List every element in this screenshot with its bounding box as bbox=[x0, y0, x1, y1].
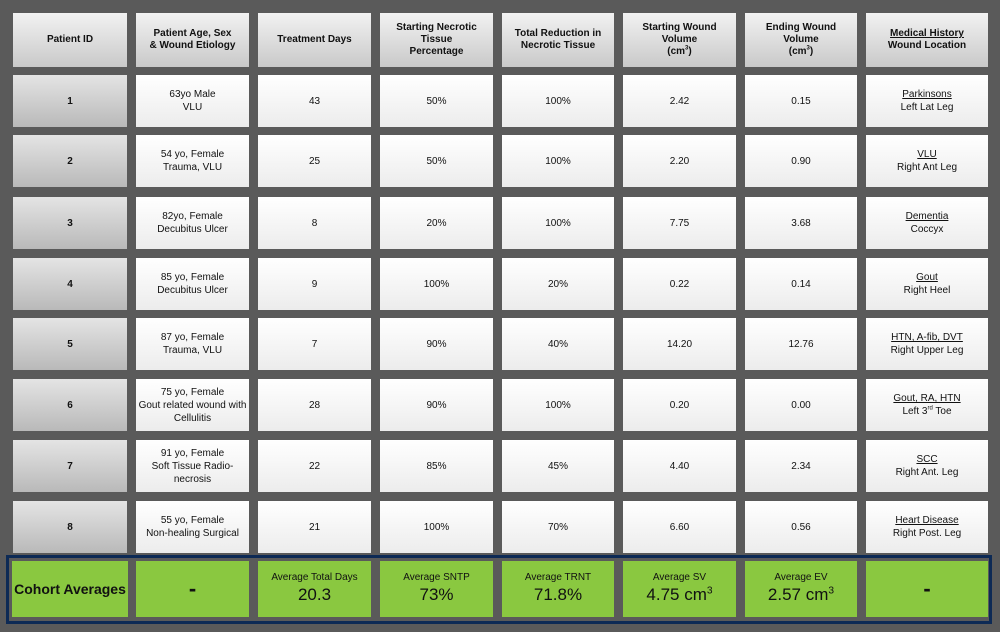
wound-location: Left Lat Leg bbox=[900, 102, 954, 113]
cell-ending-volume: 3.68 bbox=[745, 197, 857, 249]
cell-starting-volume: 14.20 bbox=[623, 318, 736, 370]
average-sv: Average SV 4.75 $cm^3$ bbox=[623, 561, 736, 617]
medical-history: Heart Disease bbox=[895, 515, 959, 526]
cell-age-sex-etiology: 87 yo, Female Trauma, VLU bbox=[136, 318, 249, 370]
wound-location: Left 3rd Toe bbox=[902, 405, 952, 417]
cell-treatment-days: 9 bbox=[258, 258, 371, 310]
cell-sntp: 100% bbox=[380, 501, 493, 553]
cell-sntp: 100% bbox=[380, 258, 493, 310]
cell-sntp: 85% bbox=[380, 440, 493, 492]
cell-sntp: 90% bbox=[380, 379, 493, 431]
cell-patient-id: 7 bbox=[13, 440, 127, 492]
cell-age-sex-etiology: 82yo, Female Decubitus Ulcer bbox=[136, 197, 249, 249]
cell-patient-id: 5 bbox=[13, 318, 127, 370]
cell-trnt: 20% bbox=[502, 258, 614, 310]
cell-starting-volume: 4.40 bbox=[623, 440, 736, 492]
cell-treatment-days: 21 bbox=[258, 501, 371, 553]
cell-ending-volume: 0.14 bbox=[745, 258, 857, 310]
cell-sntp: 50% bbox=[380, 135, 493, 187]
cell-ending-volume: 0.00 bbox=[745, 379, 857, 431]
cell-age-sex-etiology: 54 yo, Female Trauma, VLU bbox=[136, 135, 249, 187]
medical-history: Parkinsons bbox=[902, 89, 952, 100]
cell-age-sex-etiology: 85 yo, Female Decubitus Ulcer bbox=[136, 258, 249, 310]
average-trnt: Average TRNT 71.8% bbox=[502, 561, 614, 617]
cell-history-location bbox=[866, 318, 988, 370]
cell-patient-id: 4 bbox=[13, 258, 127, 310]
averages-dash-age: - bbox=[136, 561, 249, 617]
cell-ending-volume: 12.76 bbox=[745, 318, 857, 370]
wound-location: Right Upper Leg bbox=[890, 345, 964, 356]
header-history-location: Medical History Wound Location bbox=[866, 13, 988, 67]
cell-ending-volume: 0.56 bbox=[745, 501, 857, 553]
medical-history: Dementia bbox=[905, 211, 949, 222]
averages-dash-history: - bbox=[866, 561, 988, 617]
average-total-days: Average Total Days 20.3 bbox=[258, 561, 371, 617]
wound-location: Right Post. Leg bbox=[892, 528, 962, 539]
cell-starting-volume: 6.60 bbox=[623, 501, 736, 553]
header-treatment-days: Treatment Days bbox=[258, 13, 371, 67]
cell-history-location bbox=[866, 258, 988, 310]
cell-sntp: 90% bbox=[380, 318, 493, 370]
medical-history: SCC bbox=[916, 454, 938, 465]
cell-treatment-days: 22 bbox=[258, 440, 371, 492]
cell-sntp: 20% bbox=[380, 197, 493, 249]
average-sntp: Average SNTP 73% bbox=[380, 561, 493, 617]
cell-starting-volume: 7.75 bbox=[623, 197, 736, 249]
cell-age-sex-etiology: 55 yo, Female Non-healing Surgical bbox=[136, 501, 249, 553]
cell-trnt: 40% bbox=[502, 318, 614, 370]
cell-trnt: 70% bbox=[502, 501, 614, 553]
cell-sntp: 50% bbox=[380, 75, 493, 127]
header-sntp: Starting Necrotic Tissue Percentage bbox=[380, 13, 493, 67]
cell-treatment-days: 8 bbox=[258, 197, 371, 249]
cell-starting-volume: 0.20 bbox=[623, 379, 736, 431]
wound-location: Right Heel bbox=[903, 285, 951, 296]
cell-patient-id: 1 bbox=[13, 75, 127, 127]
cell-patient-id: 3 bbox=[13, 197, 127, 249]
header-starting-volume: Starting Wound Volume $(cm^3)$ bbox=[623, 13, 736, 67]
cell-ending-volume: 0.15 bbox=[745, 75, 857, 127]
cell-starting-volume: 2.42 bbox=[623, 75, 736, 127]
cell-trnt: 100% bbox=[502, 379, 614, 431]
cell-history-location bbox=[866, 440, 988, 492]
cell-trnt: 100% bbox=[502, 75, 614, 127]
cell-age-sex-etiology: 63yo Male VLU bbox=[136, 75, 249, 127]
wound-location: Right Ant Leg bbox=[896, 162, 958, 173]
cell-history-location bbox=[866, 197, 988, 249]
header-patient-id: Patient ID bbox=[13, 13, 127, 67]
medical-history: Gout bbox=[916, 272, 938, 283]
cohort-averages-title: Cohort Averages bbox=[12, 561, 128, 617]
cell-starting-volume: 2.20 bbox=[623, 135, 736, 187]
cell-trnt: 45% bbox=[502, 440, 614, 492]
cell-age-sex-etiology: 91 yo, Female Soft Tissue Radio-necrosis bbox=[136, 440, 249, 492]
cell-age-sex-etiology: 75 yo, Female Gout related wound with Cellulitis bbox=[136, 379, 249, 431]
cell-patient-id: 6 bbox=[13, 379, 127, 431]
cell-trnt: 100% bbox=[502, 135, 614, 187]
header-age-sex-etiology: Patient Age, Sex & Wound Etiology bbox=[136, 13, 249, 67]
cell-history-location bbox=[866, 75, 988, 127]
cell-starting-volume: 0.22 bbox=[623, 258, 736, 310]
medical-history: VLU bbox=[917, 149, 937, 160]
medical-history: HTN, A-fib, DVT bbox=[891, 332, 963, 343]
cell-history-location bbox=[866, 501, 988, 553]
wound-location: Coccyx bbox=[910, 224, 944, 235]
cell-trnt: 100% bbox=[502, 197, 614, 249]
cell-history-location bbox=[866, 379, 988, 431]
cell-ending-volume: 0.90 bbox=[745, 135, 857, 187]
wound-location: Right Ant. Leg bbox=[895, 467, 959, 478]
cell-patient-id: 8 bbox=[13, 501, 127, 553]
cell-treatment-days: 7 bbox=[258, 318, 371, 370]
cell-ending-volume: 2.34 bbox=[745, 440, 857, 492]
cell-treatment-days: 43 bbox=[258, 75, 371, 127]
cell-treatment-days: 25 bbox=[258, 135, 371, 187]
header-trnt: Total Reduction in Necrotic Tissue bbox=[502, 13, 614, 67]
average-ev: Average EV 2.57 $cm^3$ bbox=[745, 561, 857, 617]
cell-history-location bbox=[866, 135, 988, 187]
cell-treatment-days: 28 bbox=[258, 379, 371, 431]
header-ending-volume: Ending Wound Volume $(cm^3)$ bbox=[745, 13, 857, 67]
medical-history: Gout, RA, HTN bbox=[893, 393, 961, 404]
cell-patient-id: 2 bbox=[13, 135, 127, 187]
